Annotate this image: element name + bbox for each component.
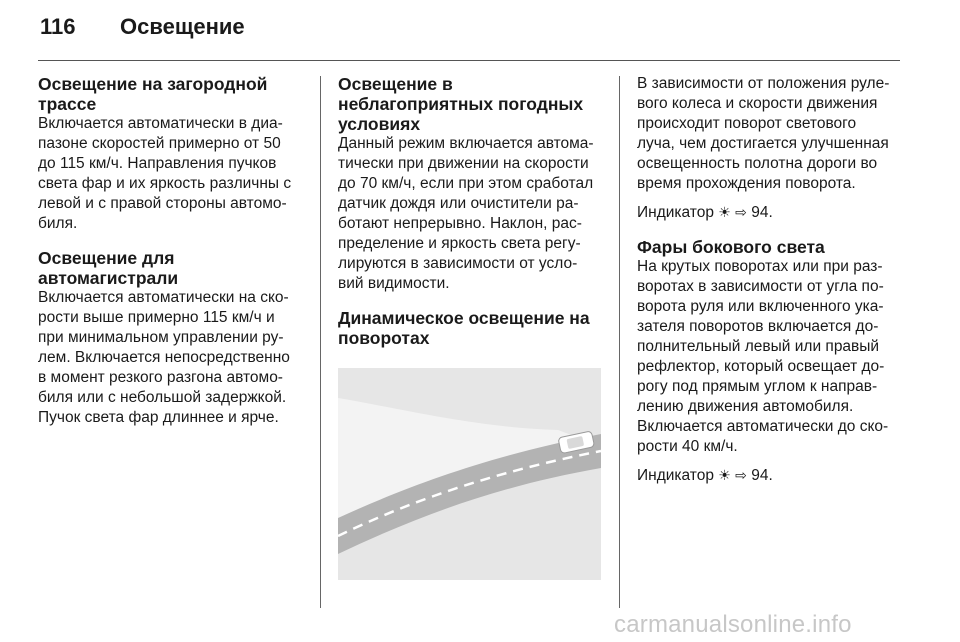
text-line: Включается автоматически в диа- (38, 115, 283, 132)
text-line: ботают непрерывно. Наклон, рас- (338, 215, 582, 232)
cornering-light-illustration (338, 368, 601, 580)
indicator-label: Индикатор (637, 204, 714, 221)
paragraph-bad-weather-lighting (338, 134, 604, 294)
page-number: 116 (40, 14, 76, 39)
heading-bad-weather-lighting (338, 74, 604, 134)
column-2 (338, 74, 604, 580)
heading-line: Динамическое освещение на (338, 308, 590, 328)
text-line: тически при движении на скорости (338, 155, 589, 172)
indicator-reference-2 (637, 466, 903, 486)
text-line: рости выше примерно 115 км/ч и (38, 309, 275, 326)
paragraph-cornering-description (637, 74, 903, 194)
text-line: пределение и яркость света регу- (338, 235, 581, 252)
column-divider-2 (619, 76, 620, 608)
page-reference-arrow-icon: ⇨ (735, 205, 747, 221)
text-line: Пучок света фар длиннее и ярче. (38, 409, 279, 426)
heading-line: автомагистрали (38, 268, 179, 288)
text-line: рости 40 км/ч. (637, 438, 738, 455)
header-rule (38, 60, 900, 61)
text-line: при минимальном управлении ру- (38, 329, 284, 346)
page-header (40, 14, 245, 46)
text-line: до 115 км/ч. Направления пучков (38, 155, 277, 172)
text-line: луча, чем достигается улучшенная (637, 135, 889, 152)
text-line: левой и с правой стороны автомо- (38, 195, 287, 212)
heading-line: Освещение на загородной (38, 74, 268, 94)
text-line: время прохождения поворота. (637, 175, 856, 192)
text-line: пазоне скоростей примерно от 50 (38, 135, 281, 152)
column-divider-1 (320, 76, 321, 608)
paragraph-rural-lighting (38, 114, 304, 234)
spacer (338, 294, 604, 308)
watermark: carmanualsonline.info (614, 611, 852, 638)
indicator-reference-1 (637, 203, 903, 223)
text-line: света фар и их яркость различны с (38, 175, 292, 192)
headlight-indicator-icon: ☀ (718, 468, 731, 484)
column-1 (38, 74, 304, 428)
heading-rural-lighting (38, 74, 304, 114)
headlight-indicator-icon: ☀ (718, 205, 731, 221)
text-line: На крутых поворотах или при раз- (637, 258, 883, 275)
text-line: датчик дождя или очистители ра- (338, 195, 579, 212)
spacer (637, 457, 903, 466)
heading-line: условиях (338, 114, 421, 134)
spacer (637, 223, 903, 237)
paragraph-side-lights (637, 257, 903, 457)
text-line: освещенность полотна дороги во (637, 155, 878, 172)
heading-line: трассе (38, 94, 97, 114)
text-line: в момент резкого разгона автомо- (38, 369, 283, 386)
column-3 (637, 74, 903, 486)
text-line: Данный режим включается автома- (338, 135, 594, 152)
text-line: лению движения автомобиля. (637, 398, 854, 415)
spacer (637, 194, 903, 203)
text-line: до 70 км/ч, если при этом сработал (338, 175, 594, 192)
heading-line: поворотах (338, 328, 430, 348)
text-line: биля. (38, 215, 78, 232)
text-line: рефлектор, который освещает до- (637, 358, 885, 375)
heading-line: Освещение для (38, 248, 175, 268)
indicator-label: Индикатор (637, 467, 714, 484)
text-line: лем. Включается непосредственно (38, 349, 290, 366)
text-line: вий видимости. (338, 275, 450, 292)
page-reference[interactable]: 94. (751, 204, 773, 221)
text-line: рогу под прямым углом к направ- (637, 378, 878, 395)
heading-line: Освещение в (338, 74, 453, 94)
page-reference-arrow-icon: ⇨ (735, 468, 747, 484)
heading-line: неблагоприятных погодных (338, 94, 584, 114)
text-line: биля или с небольшой задержкой. (38, 389, 287, 406)
text-line: воротах в зависимости от угла по- (637, 278, 884, 295)
chapter-title: Освещение (120, 14, 245, 39)
text-line: Включается автоматически на ско- (38, 289, 289, 306)
text-line: Включается автоматически до ско- (637, 418, 889, 435)
heading-highway-lighting (38, 248, 304, 288)
text-line: ворота руля или включенного ука- (637, 298, 884, 315)
text-line: лируются в зависимости от усло- (338, 255, 578, 272)
spacer (38, 234, 304, 248)
heading-side-lights: Фары бокового света (637, 237, 825, 257)
text-line: полнительный левый или правый (637, 338, 880, 355)
page-reference[interactable]: 94. (751, 467, 773, 484)
text-line: В зависимости от положения руле- (637, 75, 890, 92)
road-curve-graphic (338, 368, 601, 580)
text-line: зателя поворотов включается до- (637, 318, 879, 335)
heading-dynamic-cornering-lighting (338, 308, 604, 348)
paragraph-highway-lighting (38, 288, 304, 428)
text-line: происходит поворот светового (637, 115, 857, 132)
text-line: вого колеса и скорости движения (637, 95, 878, 112)
